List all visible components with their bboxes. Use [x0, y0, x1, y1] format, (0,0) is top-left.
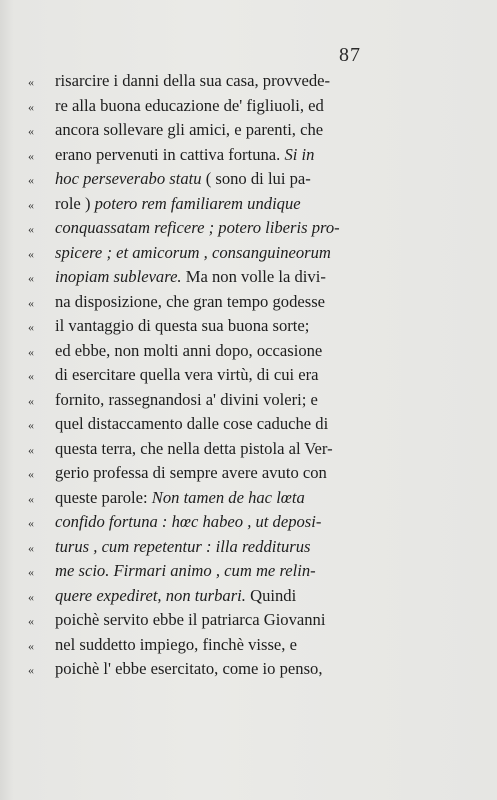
line-text — [55, 635, 297, 655]
italic-latin-text: hoc perseverabo statu — [55, 169, 202, 188]
text-line — [28, 341, 428, 366]
line-text — [55, 390, 318, 410]
roman-text: questa terra, che nella detta pistola al Ver- — [55, 438, 333, 458]
line-text — [55, 365, 319, 385]
quotation-mark: « — [28, 99, 34, 114]
text-line — [28, 635, 428, 660]
line-text — [55, 659, 322, 679]
text-line — [28, 96, 428, 121]
text-line — [28, 586, 428, 611]
italic-latin-text: quere expediret, non turbari. — [55, 585, 246, 605]
quotation-mark: « — [28, 344, 34, 359]
roman-text: Ma non volle la divi- — [181, 267, 326, 286]
line-text — [55, 414, 328, 434]
quotation-mark: « — [28, 663, 34, 677]
line-text — [55, 120, 323, 140]
line-text — [55, 512, 321, 532]
text-line — [28, 488, 428, 513]
roman-text: risarcire i danni della sua casa, provvede- — [55, 71, 331, 90]
line-text — [55, 218, 340, 238]
text-line — [28, 659, 428, 684]
line-text — [55, 488, 305, 508]
line-text — [55, 71, 330, 91]
italic-latin-text: confido fortuna : hœc habeo , ut deposi- — [55, 512, 322, 531]
text-line — [28, 390, 428, 415]
text-line — [28, 120, 428, 145]
quotation-mark: « — [28, 540, 34, 555]
italic-latin-text: me scio. Firmari animo , cum me relin- — [55, 561, 316, 580]
quotation-mark: « — [28, 614, 34, 628]
italic-latin-text: Si in — [284, 144, 315, 164]
line-text — [55, 169, 311, 189]
line-text — [55, 292, 325, 312]
roman-text: ancora sollevare gli amici, e parenti, che — [55, 120, 324, 139]
roman-text: ( sono di lui pa- — [201, 169, 311, 188]
roman-text: gerio professa di sempre avere avuto con — [55, 463, 327, 482]
line-text — [55, 243, 331, 263]
roman-text: re alla buona educazione de' figliuoli, ed — [55, 95, 324, 115]
roman-text: quel distaccamento dalle cose caduche di — [55, 414, 329, 433]
text-line — [28, 316, 428, 341]
line-text — [55, 96, 324, 116]
line-text — [55, 537, 311, 557]
quotation-mark: « — [28, 565, 34, 579]
quotation-mark: « — [28, 516, 34, 530]
text-line — [28, 561, 428, 586]
text-line — [28, 610, 428, 635]
line-text — [55, 267, 326, 287]
italic-latin-text: inopiam sublevare. — [55, 267, 182, 286]
line-text — [55, 341, 322, 361]
line-text — [55, 145, 314, 165]
text-line — [28, 218, 428, 243]
italic-latin-text: turus , cum repetentur : illa redditurus — [55, 536, 311, 556]
italic-latin-text: Non tamen de hac lœta — [151, 487, 305, 507]
text-line — [28, 243, 428, 268]
text-line — [28, 169, 428, 194]
text-line — [28, 194, 428, 219]
italic-latin-text: potero rem familiarem undique — [94, 193, 301, 213]
quotation-mark: « — [28, 295, 34, 310]
quotation-mark: « — [28, 638, 34, 653]
quotation-mark: « — [28, 467, 34, 481]
quotation-mark: « — [28, 124, 34, 138]
quotation-mark: « — [28, 320, 34, 334]
roman-text: nel suddetto impiego, finchè visse, e — [55, 634, 297, 654]
quotation-mark: « — [28, 75, 34, 89]
text-line — [28, 414, 428, 439]
text-line — [28, 365, 428, 390]
italic-latin-text: spicere ; et amicorum , consanguineorum — [55, 242, 331, 262]
italic-latin-text: conquassatam reficere ; potero liberis pro- — [55, 218, 340, 237]
line-text — [55, 463, 327, 483]
roman-text: erano pervenuti in cattiva fortuna. — [55, 144, 285, 164]
roman-text: role ) — [55, 193, 95, 213]
quotation-mark: « — [28, 246, 34, 261]
quotation-mark: « — [28, 491, 34, 506]
quotation-mark: « — [28, 393, 34, 408]
roman-text: poichè servito ebbe il patriarca Giovanni — [55, 610, 326, 629]
page-number: 87 — [339, 44, 361, 66]
quotation-mark: « — [28, 173, 34, 187]
text-line — [28, 71, 428, 96]
text-line — [28, 463, 428, 488]
text-line — [28, 512, 428, 537]
roman-text: Quindi — [245, 585, 297, 605]
text-line — [28, 145, 428, 170]
line-text — [55, 586, 296, 606]
roman-text: na disposizione, che gran tempo godesse — [55, 291, 326, 311]
line-text — [55, 610, 325, 630]
quotation-mark: « — [28, 442, 34, 457]
roman-text: di esercitare quella vera virtù, di cui era — [55, 365, 319, 384]
quotation-mark: « — [28, 148, 34, 163]
line-text — [55, 439, 333, 459]
quotation-mark: « — [28, 589, 34, 604]
quotation-mark: « — [28, 197, 34, 212]
roman-text: fornito, rassegnandosi a' divini voleri; e — [55, 389, 318, 409]
text-line — [28, 537, 428, 562]
roman-text: il vantaggio di questa sua buona sorte; — [55, 316, 310, 335]
roman-text: poichè l' ebbe esercitato, come io penso, — [55, 659, 323, 678]
roman-text: queste parole: — [55, 487, 152, 507]
line-text — [55, 316, 309, 336]
quotation-mark: « — [28, 418, 34, 432]
quotation-mark: « — [28, 222, 34, 236]
text-line — [28, 292, 428, 317]
line-text — [55, 561, 316, 581]
roman-text: ed ebbe, non molti anni dopo, occasione — [55, 340, 323, 360]
quotation-mark: « — [28, 271, 34, 285]
quotation-mark: « — [28, 369, 34, 383]
text-block — [28, 71, 428, 684]
text-line — [28, 267, 428, 292]
text-line — [28, 439, 428, 464]
line-text — [55, 194, 301, 214]
